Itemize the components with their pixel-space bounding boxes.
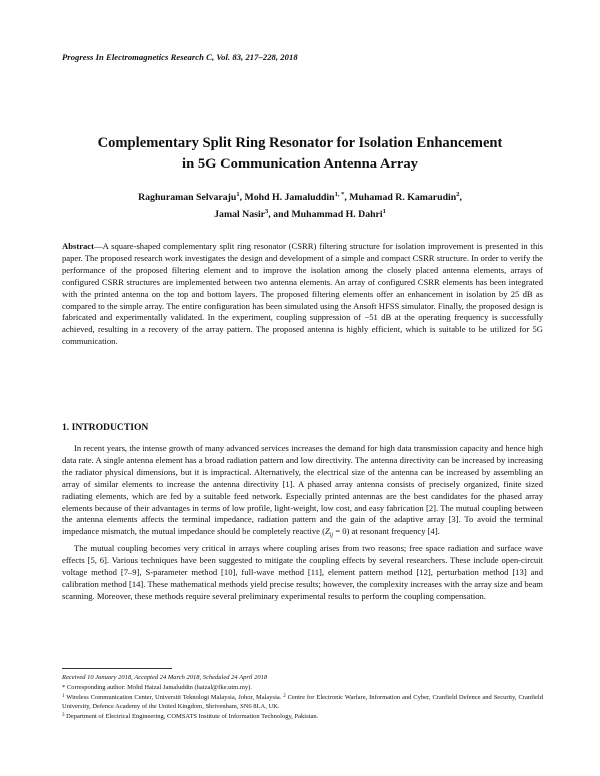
author-name: Muhamad R. Kamarudin [349, 192, 457, 203]
received-dates: Received 10 January 2018, Accepted 24 March 2018, Scheduled 24 April 2018 [62, 674, 268, 681]
abstract [62, 241, 543, 348]
affiliation-3-line [62, 712, 543, 722]
author-name: Raghuraman Selvaraju [138, 192, 237, 203]
affiliation-3: Department of Electrical Engineering, COMSATS Institute of Information Technology, Pakistan. [64, 713, 319, 721]
paper-title [60, 133, 540, 175]
affiliation-1: Wireless Communication Center, Universiti Teknologi Malaysia, Johor, Malaysia. [64, 693, 284, 701]
author-name: Jamal Nasir [214, 209, 266, 220]
author-line-1 [70, 189, 530, 206]
author-affiliation-mark: 3 [265, 208, 269, 215]
author-list [70, 189, 530, 223]
math-symbol: Z [324, 526, 330, 537]
affiliations [62, 693, 543, 713]
corresponding-author: * Corresponding author: Mohd Haizal Jamaluddin (haizal@fke.utm.my). [62, 683, 252, 691]
author-separator: , [239, 192, 243, 203]
intro-paragraph-1 [62, 443, 543, 543]
author-line-2 [70, 206, 530, 223]
introduction-body [62, 443, 543, 603]
math-subscript: ij [329, 533, 334, 540]
affiliation-2: Centre for Electronic Warfare, Information and Cyber, Cranfield Defence and Security, Cranfield University, Defence Academy of the United Kingdom, Shrivenham, SN6 8LA, UK. [62, 693, 543, 711]
affiliation-mark: 3 [62, 713, 65, 719]
title-line-1: Complementary Split Ring Resonator for Isolation Enhancement [97, 135, 503, 151]
affiliation-mark: 2 [283, 693, 286, 699]
intro-paragraph-1-text-end: = 0) at resonant frequency [4]. [333, 526, 440, 537]
author-affiliation-mark: 1, * [334, 191, 345, 198]
affiliation-mark: 1 [62, 693, 65, 699]
author-separator: , [459, 192, 462, 203]
intro-paragraph-1-text: In recent years, the intense growth of many advanced services increases the demand for high data transmission capacity and hence high data rate. A single antenna element has a broad radiation pattern and low directivity. The antenna directivity can be increased by increasing the radiator physical dimensions, but it is impractical. Alternatively, the electrical size of the antenna can be increased by assembling an array of similar elements to increase the antenna directivity [1]. A phased array antenna consists of precisely organized, finite sized radiating elements, which are fed by a suitable feed network. Especially printed antennas are the best candidates for the phased array elements because of their advantages in terms of low profile, light-weight, low cost, and easy fabrication [2]. The mutual coupling between the antenna elements affects the terminal impedance, radiation pattern and the gain of the adaptive array [3]. To avoid the terminal impedance mismatch, the mutual impedance should be completely reactive ( [62, 443, 543, 537]
author-separator: , and [268, 209, 289, 220]
author-affiliation-mark: 2 [456, 191, 460, 198]
abstract-text: —A square-shaped complementary split ring resonator (CSRR) filtering structure for isolation improvement is presented in this paper. The proposed research work investigates the design and development of a simple and compact CSRR structure. In order to verify the performance of the proposed filtering element and to improve the isolation among the closely placed antenna elements, arrays of configured CSRR structures are implemented between two antenna elements. An array of configured CSRR elements has been integrated with the printed antenna on the top and bottom layers. The proposed filtering elements offer an enhancement in isolation by 25 dB as compared to the simple array. The entire configuration has been simulated using the Ansoft HFSS simulator. Finally, the proposed design is fabricated and experimentally validated. In the experiment, coupling suppression of −51 dB at the operating frequency is successfully achieved, resulting in a recovery of the array pattern. The proposed antenna is highly efficient, which is suitable to be utilized for 5G communication. [62, 241, 543, 347]
abstract-label: Abstract [62, 241, 94, 251]
author-separator: , [344, 192, 347, 203]
title-line-2: in 5G Communication Antenna Array [182, 156, 418, 172]
author-name: Mohd H. Jamaluddin [244, 192, 335, 203]
intro-paragraph-2: The mutual coupling becomes very critical in arrays where coupling arises from two reasons; free space radiation and surface wave effects [5, 6]. Various techniques have been suggested to mitigate the coupling effects by several researchers. These include open-circuit voltage method [7–9], S-parameter method [10], full-wave method [11], element pattern method [12], perturbation method [13] and calibration method [14]. These mathematical methods yield precise results; however, the complexity increases with the array size and beam scanning. Moreover, these methods require several preliminary experimental results to perform the coupling compensation. [62, 542, 543, 601]
author-affiliation-mark: 1 [382, 208, 386, 215]
journal-header: Progress In Electromagnetics Research C, Vol. 83, 217–228, 2018 [62, 52, 298, 62]
footnote-divider [62, 668, 172, 669]
footnotes [62, 673, 543, 722]
author-name: Muhammad H. Dahri [291, 209, 383, 220]
author-affiliation-mark: 1 [236, 191, 240, 198]
section-heading-introduction: 1. INTRODUCTION [62, 422, 149, 433]
